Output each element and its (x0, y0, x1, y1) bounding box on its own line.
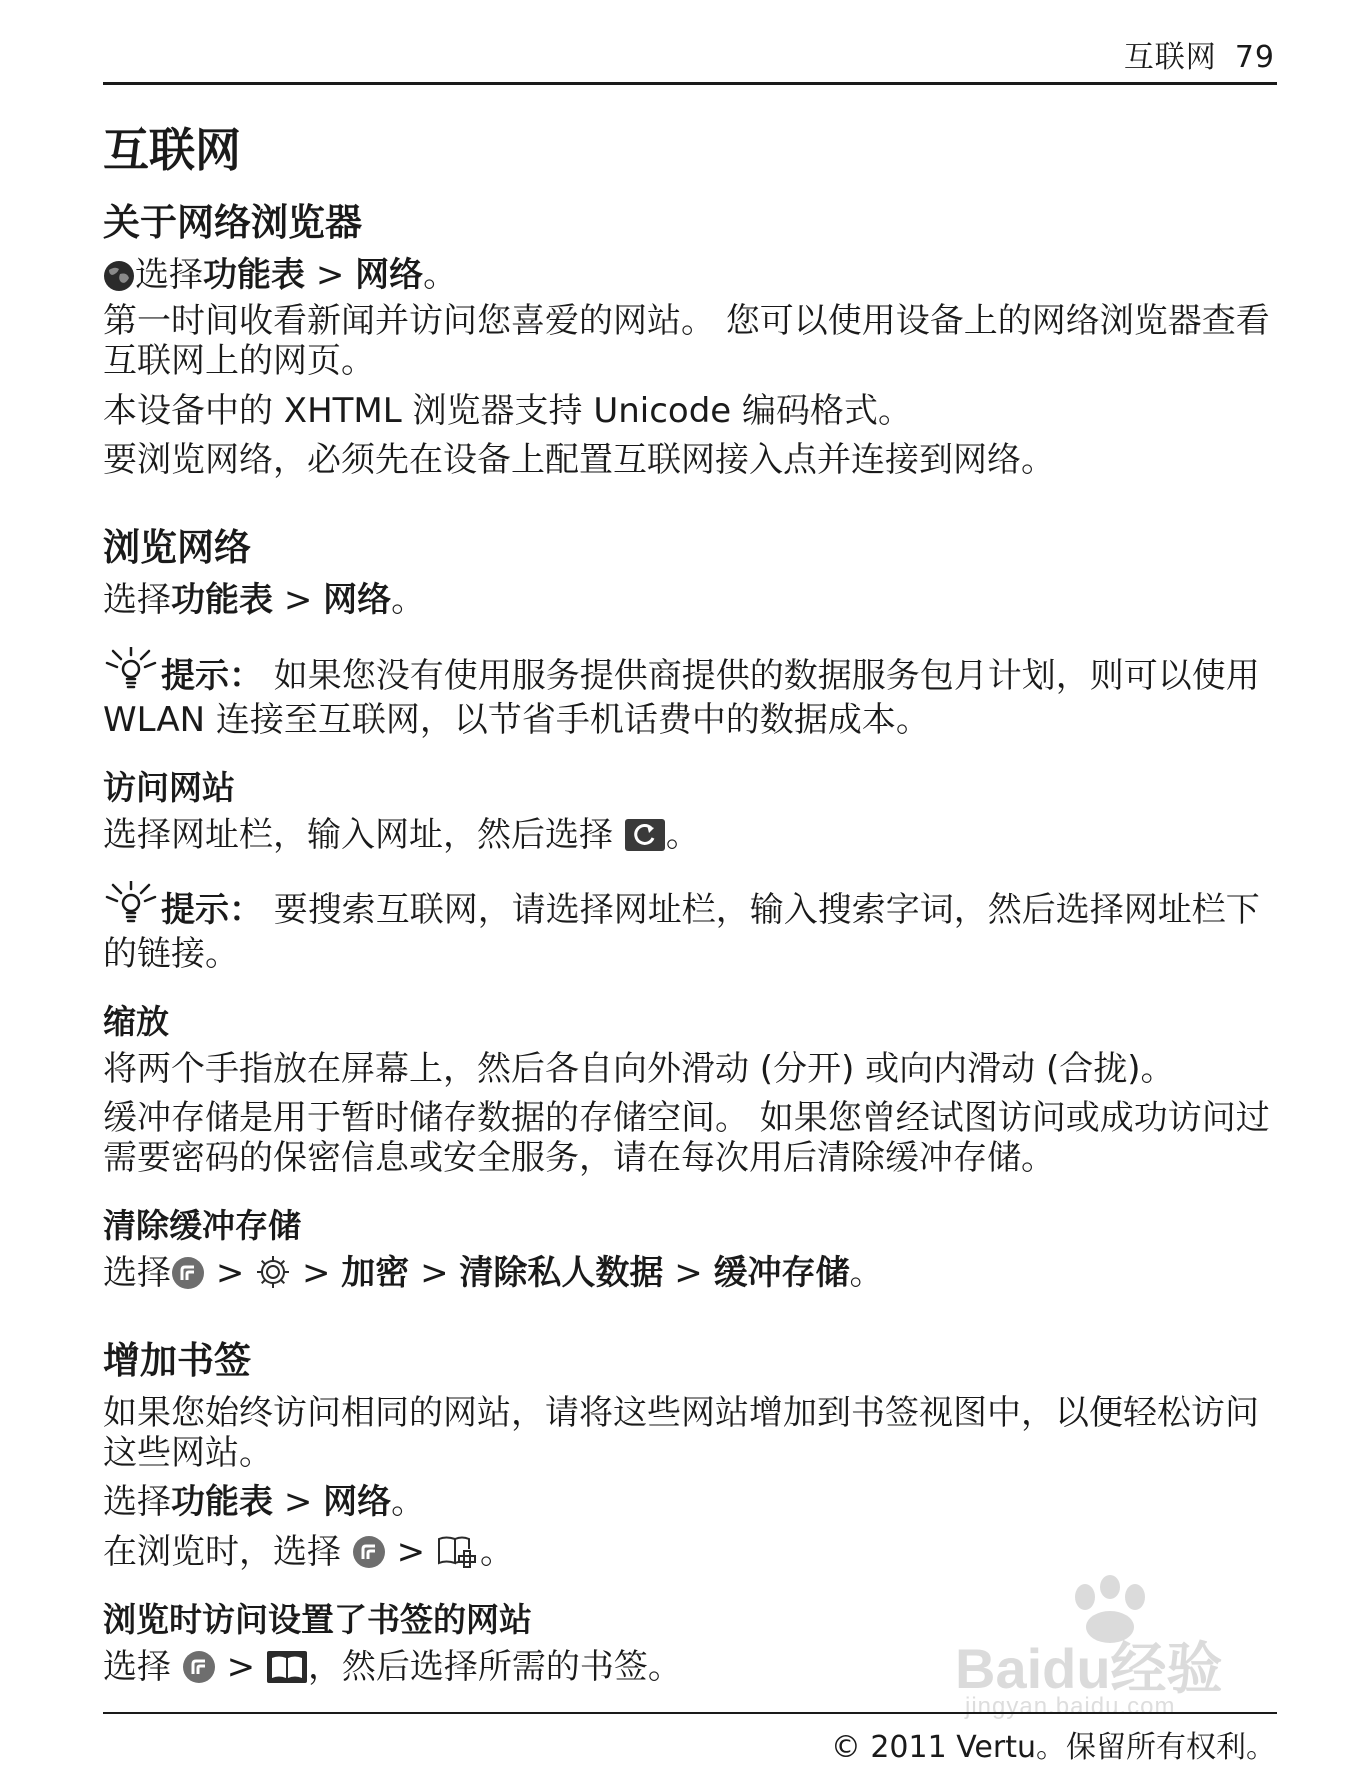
visit-bookmark-sep: > (226, 1646, 256, 1687)
tip-search-label: 提示： (161, 890, 263, 931)
zoom-heading: 缩放 (103, 1001, 169, 1041)
clear-cache-sep-3: > (420, 1252, 449, 1293)
browse-nav-prefix: 选择 (103, 580, 171, 621)
about-nav-target: 网络 (355, 255, 424, 296)
add-bookmark-icon (436, 1533, 480, 1569)
clear-cache-step-private-data: 清除私人数据 (459, 1252, 664, 1293)
page-title: 互联网 (103, 123, 241, 177)
tip-search (103, 881, 1277, 975)
header-text (1124, 32, 1275, 76)
clear-cache-step-encryption: 加密 (341, 1252, 410, 1293)
about-paragraph-2: 本设备中的 XHTML 浏览器支持 Unicode 编码格式。 (103, 390, 913, 431)
tip-wlan-text: 如果您没有使用服务提供商提供的数据服务包月计划，则可以使用 WLAN 连接至互联网，以节省手机话费中的数据成本。 (103, 656, 1260, 740)
about-heading: 关于网络浏览器 (103, 201, 362, 244)
about-nav-sep: > (315, 255, 345, 296)
footer-rule (103, 1712, 1277, 1714)
clear-cache-sep-4: > (674, 1252, 703, 1293)
watermark-brand: Baidu经验 (955, 1637, 1223, 1700)
browse-nav-line (103, 581, 1277, 621)
baidu-jingyan-watermark (955, 1575, 1275, 1725)
clear-cache-sep-2: > (301, 1252, 331, 1293)
options-icon (182, 1650, 216, 1684)
options-icon (171, 1256, 205, 1290)
tip-wlan (103, 647, 1277, 741)
lightbulb-icon (103, 647, 159, 701)
about-nav-line (103, 256, 1277, 296)
page-content (103, 200, 1277, 1688)
globe-icon (103, 260, 135, 292)
clear-cache-step-cache: 缓冲存储 (713, 1252, 850, 1293)
bookmarks-add-line (103, 1533, 1277, 1573)
bookmarks-add-sep: > (396, 1532, 426, 1573)
visit-site-text: 选择网址栏，输入网址，然后选择 (103, 814, 624, 855)
bookmarks-nav-target: 网络 (323, 1482, 392, 1523)
about-paragraph-1: 第一时间收看新闻并访问您喜爱的网站。 您可以使用设备上的网络浏览器查看互联网上的网页。 (103, 301, 1270, 381)
about-paragraph-3: 要浏览网络，必须先在设备上配置互联网接入点并连接到网络。 (103, 440, 1055, 481)
zoom-paragraph-1: 将两个手指放在屏幕上，然后各自向外滑动 (分开) 或向内滑动 (合拢)。 (103, 1048, 1175, 1089)
page-number: 79 (1234, 40, 1275, 75)
tip-wlan-label: 提示： (161, 656, 263, 697)
browse-nav-period: 。 (391, 580, 426, 621)
visit-bookmark-heading: 浏览时访问设置了书签的网站 (103, 1599, 532, 1639)
bookmarks-nav-menu: 功能表 (171, 1482, 273, 1523)
browse-nav-sep: > (283, 580, 313, 621)
bookmarks-nav-line (103, 1483, 1277, 1523)
visit-site-period: 。 (665, 814, 700, 855)
clear-cache-sep-1: > (215, 1252, 245, 1293)
about-nav-period: 。 (423, 255, 458, 296)
bookmarks-heading: 增加书签 (103, 1338, 251, 1382)
settings-gear-icon (255, 1254, 291, 1290)
visit-site-line (103, 816, 1277, 856)
browse-nav-target: 网络 (323, 580, 392, 621)
options-icon (352, 1535, 386, 1569)
running-header (103, 28, 1277, 85)
clear-cache-prefix: 选择 (103, 1252, 171, 1293)
bookmarks-add-prefix: 在浏览时，选择 (103, 1532, 352, 1573)
bookmarks-nav-sep: > (283, 1482, 313, 1523)
bookmarks-nav-period: 。 (391, 1482, 426, 1523)
about-nav-menu: 功能表 (203, 255, 305, 296)
visit-bookmark-suffix: ，然后选择所需的书签。 (307, 1646, 682, 1687)
bookmarks-nav-prefix: 选择 (103, 1482, 171, 1523)
zoom-paragraph-2: 缓冲存储是用于暂时储存数据的存储空间。 如果您曾经试图访问或成功访问过需要密码的保密信息或安全服务，请在每次用后清除缓冲存储。 (103, 1098, 1270, 1179)
lightbulb-icon (103, 881, 159, 935)
visit-bookmark-prefix: 选择 (103, 1646, 182, 1687)
visit-site-heading: 访问网站 (103, 767, 235, 807)
footer-copyright: © 2011 Vertu。保留所有权利。 (830, 1730, 1276, 1765)
bookmarks-paragraph-1: 如果您始终访问相同的网站，请将这些网站增加到书签视图中，以便轻松访问这些网站。 (103, 1392, 1259, 1473)
browse-nav-menu: 功能表 (171, 580, 273, 621)
clear-cache-path (103, 1254, 1277, 1294)
bookmarks-icon (266, 1650, 308, 1684)
bookmarks-add-period: 。 (479, 1532, 514, 1573)
go-arrow-icon (624, 818, 666, 852)
clear-cache-period: 。 (849, 1252, 884, 1293)
about-nav-prefix: 选择 (135, 255, 203, 296)
tip-search-text: 要搜索互联网，请选择网址栏，输入搜索字词，然后选择网址栏下的链接。 (103, 890, 1260, 975)
watermark-url: jingyan.baidu.com (965, 1693, 1176, 1720)
clear-cache-heading: 清除缓冲存储 (103, 1206, 301, 1245)
browse-heading: 浏览网络 (103, 526, 251, 570)
header-section: 互联网 (1123, 40, 1217, 75)
